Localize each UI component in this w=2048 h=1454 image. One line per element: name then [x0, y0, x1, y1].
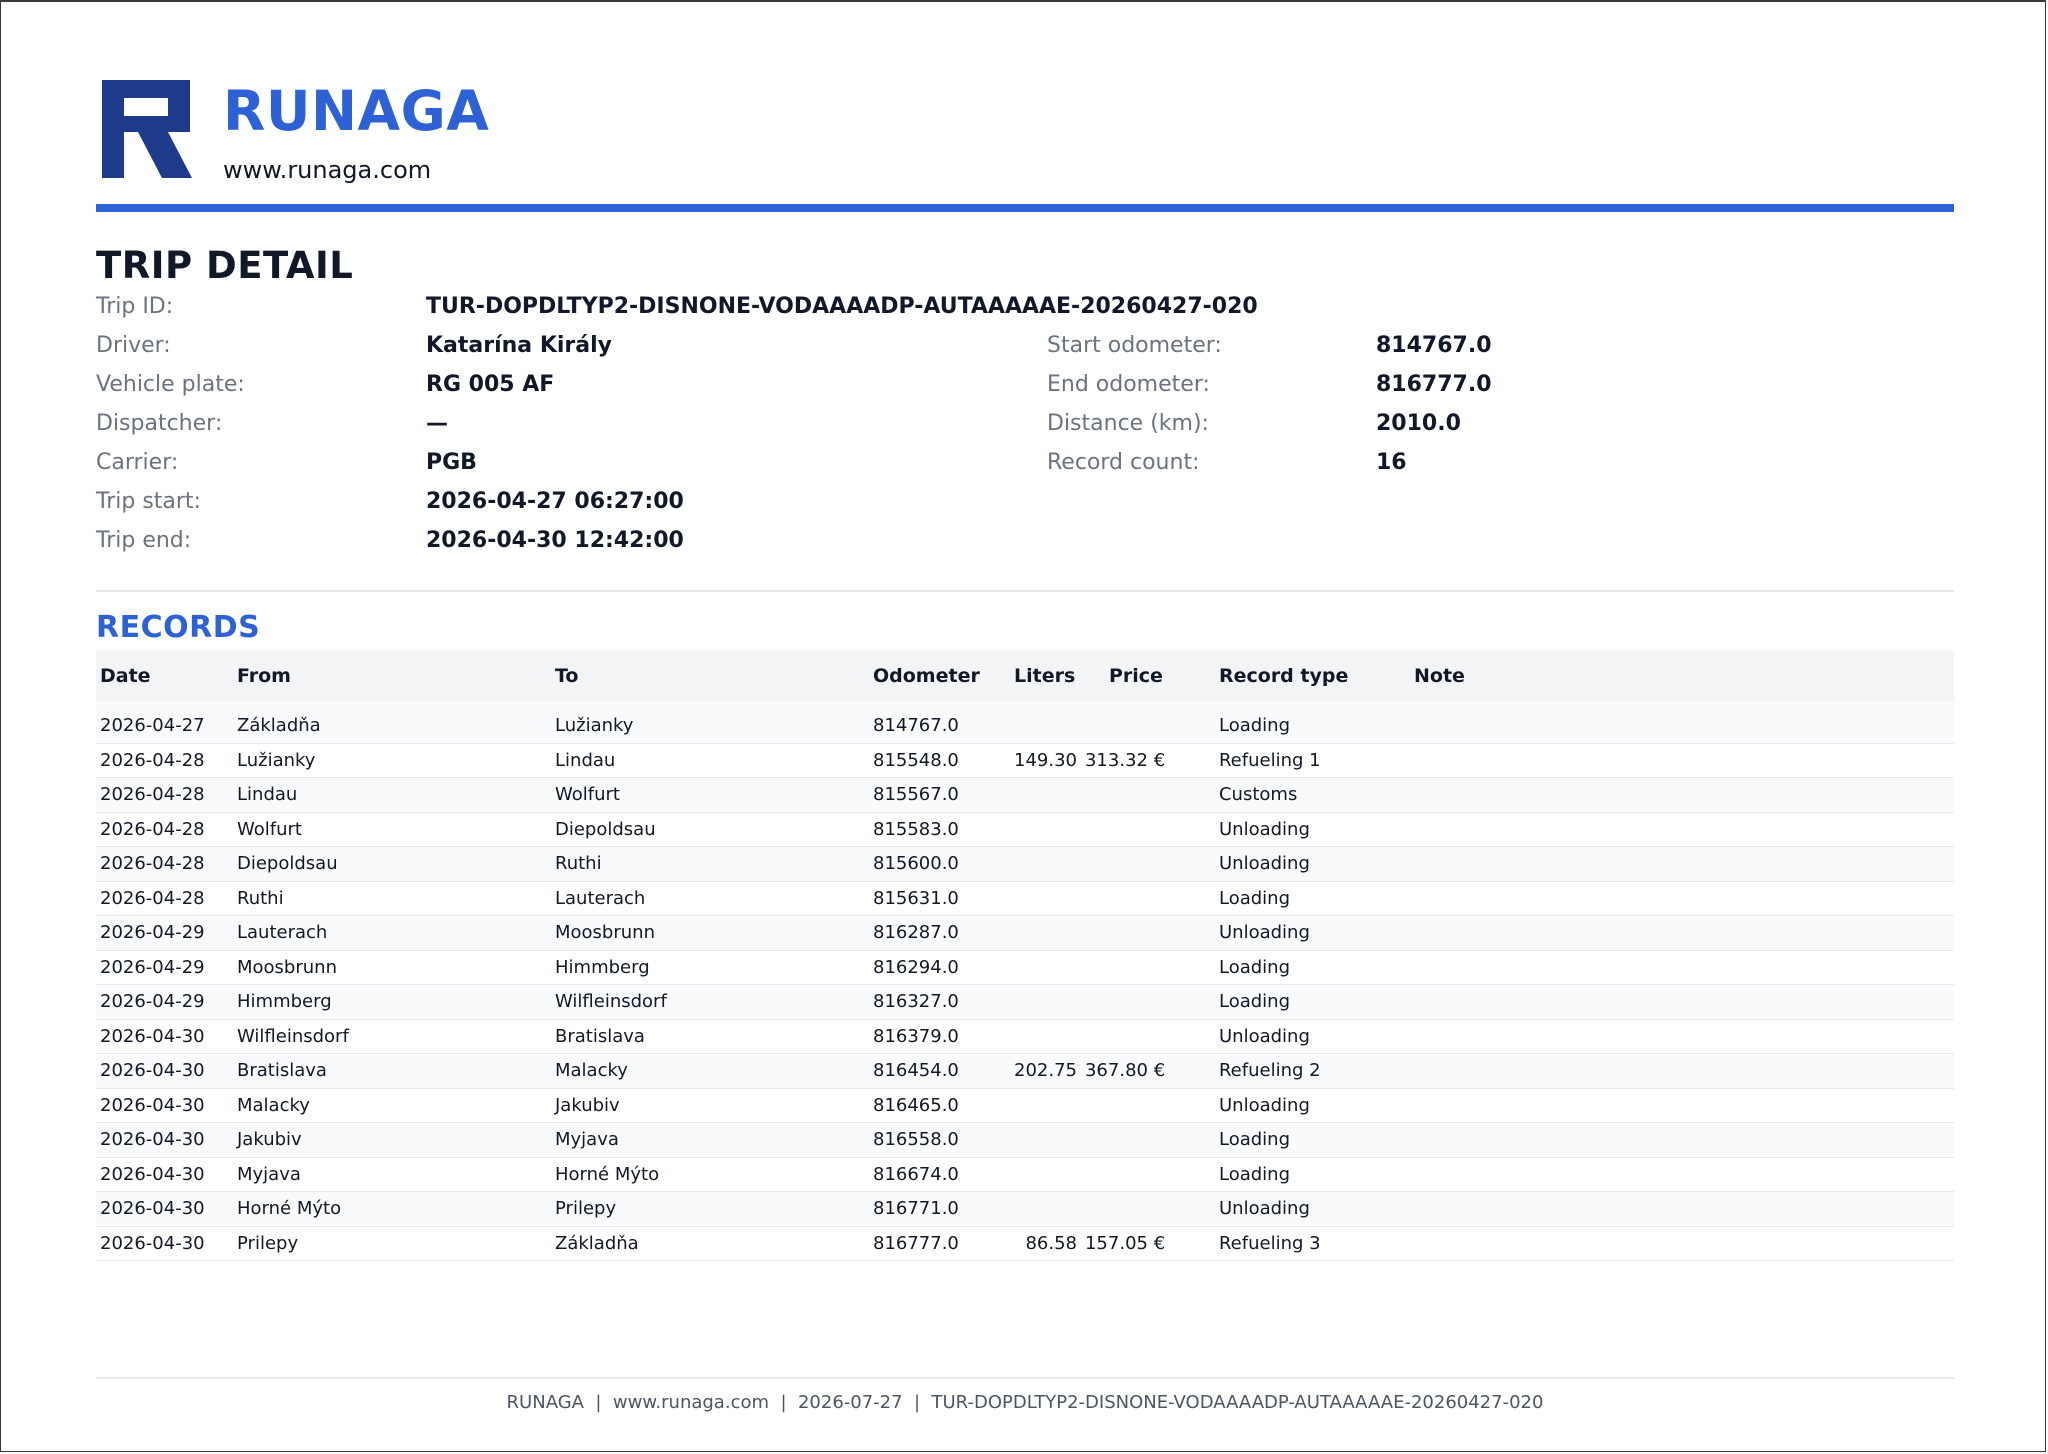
- cell-note: [1410, 847, 1954, 882]
- table-row: [96, 916, 1954, 951]
- end-odometer-value: 816777.0: [1376, 372, 1492, 397]
- distance-value: 2010.0: [1376, 411, 1461, 436]
- cell-date: 2026-04-30: [96, 1054, 233, 1089]
- cell-price: [1081, 847, 1215, 882]
- cell-record-type: Refueling 3: [1215, 1226, 1410, 1261]
- cell-odometer: 816294.0: [869, 950, 1010, 985]
- cell-date: 2026-04-28: [96, 812, 233, 847]
- cell-odometer: 816777.0: [869, 1226, 1010, 1261]
- cell-record-type: Loading: [1215, 701, 1410, 743]
- cell-note: [1410, 1226, 1954, 1261]
- cell-price: 367.80 €: [1081, 1054, 1215, 1089]
- cell-to: Myjava: [551, 1123, 869, 1158]
- cell-note: [1410, 916, 1954, 951]
- letterhead: [96, 76, 1956, 186]
- column-header-note: Note: [1410, 650, 1954, 701]
- cell-record-type: Loading: [1215, 1123, 1410, 1158]
- cell-price: [1081, 1192, 1215, 1227]
- column-header-price: Price: [1081, 650, 1215, 701]
- records-heading: RECORDS: [96, 610, 261, 645]
- runaga-logo: [102, 80, 192, 178]
- driver-value: Katarína Király: [426, 333, 612, 358]
- cell-from: Jakubiv: [233, 1123, 551, 1158]
- cell-to: Bratislava: [551, 1019, 869, 1054]
- trip-id-value: TUR-DOPDLTYP2-DISNONE-VODAAAADP-AUTAAAAAE-20260427-020: [426, 294, 1258, 319]
- cell-record-type: Customs: [1215, 778, 1410, 813]
- trip-end-value: 2026-04-30 12:42:00: [426, 528, 684, 553]
- cell-price: [1081, 1019, 1215, 1054]
- trip-id-label: Trip ID:: [96, 294, 174, 319]
- start-odometer-label: Start odometer:: [1047, 333, 1222, 358]
- distance-label: Distance (km):: [1047, 411, 1209, 436]
- cell-price: [1081, 1157, 1215, 1192]
- cell-record-type: Unloading: [1215, 916, 1410, 951]
- cell-date: 2026-04-28: [96, 881, 233, 916]
- cell-liters: [1010, 950, 1081, 985]
- records-table: [96, 650, 1954, 1261]
- cell-from: Bratislava: [233, 1054, 551, 1089]
- cell-note: [1410, 1157, 1954, 1192]
- cell-record-type: Refueling 2: [1215, 1054, 1410, 1089]
- start-odometer-value: 814767.0: [1376, 333, 1492, 358]
- table-row: [96, 847, 1954, 882]
- table-header-row: [96, 650, 1954, 701]
- cell-odometer: 815548.0: [869, 743, 1010, 778]
- cell-price: 313.32 €: [1081, 743, 1215, 778]
- cell-record-type: Refueling 1: [1215, 743, 1410, 778]
- cell-price: [1081, 916, 1215, 951]
- cell-liters: [1010, 1019, 1081, 1054]
- cell-note: [1410, 1019, 1954, 1054]
- section-divider: [96, 590, 1954, 592]
- cell-date: 2026-04-30: [96, 1157, 233, 1192]
- cell-from: Prilepy: [233, 1226, 551, 1261]
- table-row: [96, 881, 1954, 916]
- cell-date: 2026-04-28: [96, 778, 233, 813]
- cell-from: Lužianky: [233, 743, 551, 778]
- cell-from: Wolfurt: [233, 812, 551, 847]
- cell-to: Moosbrunn: [551, 916, 869, 951]
- cell-from: Himmberg: [233, 985, 551, 1020]
- cell-to: Wilfleinsdorf: [551, 985, 869, 1020]
- cell-record-type: Loading: [1215, 950, 1410, 985]
- cell-from: Wilfleinsdorf: [233, 1019, 551, 1054]
- cell-from: Moosbrunn: [233, 950, 551, 985]
- cell-date: 2026-04-27: [96, 701, 233, 743]
- cell-record-type: Loading: [1215, 881, 1410, 916]
- cell-from: Horné Mýto: [233, 1192, 551, 1227]
- cell-liters: [1010, 778, 1081, 813]
- header-divider: [96, 204, 1954, 212]
- cell-to: Prilepy: [551, 1192, 869, 1227]
- vehicle-plate-value: RG 005 AF: [426, 372, 555, 397]
- carrier-label: Carrier:: [96, 450, 179, 475]
- cell-from: Ruthi: [233, 881, 551, 916]
- cell-record-type: Unloading: [1215, 1192, 1410, 1227]
- brand-url: www.runaga.com: [223, 156, 432, 184]
- record-count-value: 16: [1376, 450, 1407, 475]
- cell-from: Myjava: [233, 1157, 551, 1192]
- cell-record-type: Loading: [1215, 985, 1410, 1020]
- table-row: [96, 1088, 1954, 1123]
- cell-to: Jakubiv: [551, 1088, 869, 1123]
- cell-odometer: 816674.0: [869, 1157, 1010, 1192]
- table-row: [96, 812, 1954, 847]
- footer-divider: [96, 1377, 1954, 1379]
- cell-to: Lindau: [551, 743, 869, 778]
- cell-odometer: 816454.0: [869, 1054, 1010, 1089]
- cell-liters: [1010, 1088, 1081, 1123]
- cell-liters: [1010, 881, 1081, 916]
- column-header-date: Date: [96, 650, 233, 701]
- cell-liters: [1010, 701, 1081, 743]
- cell-to: Himmberg: [551, 950, 869, 985]
- trip-start-value: 2026-04-27 06:27:00: [426, 489, 684, 514]
- cell-date: 2026-04-29: [96, 985, 233, 1020]
- cell-odometer: 816558.0: [869, 1123, 1010, 1158]
- table-row: [96, 985, 1954, 1020]
- cell-record-type: Unloading: [1215, 1088, 1410, 1123]
- column-header-record-type: Record type: [1215, 650, 1410, 701]
- cell-odometer: 816465.0: [869, 1088, 1010, 1123]
- cell-liters: [1010, 1123, 1081, 1158]
- table-row: [96, 1157, 1954, 1192]
- cell-note: [1410, 881, 1954, 916]
- cell-date: 2026-04-29: [96, 916, 233, 951]
- cell-liters: 202.75: [1010, 1054, 1081, 1089]
- cell-note: [1410, 1054, 1954, 1089]
- cell-from: Základňa: [233, 701, 551, 743]
- table-row: [96, 778, 1954, 813]
- column-header-from: From: [233, 650, 551, 701]
- cell-from: Diepoldsau: [233, 847, 551, 882]
- cell-odometer: 816287.0: [869, 916, 1010, 951]
- cell-date: 2026-04-28: [96, 847, 233, 882]
- dispatcher-value: —: [426, 411, 448, 436]
- cell-note: [1410, 985, 1954, 1020]
- cell-liters: 86.58: [1010, 1226, 1081, 1261]
- cell-date: 2026-04-30: [96, 1226, 233, 1261]
- cell-price: [1081, 812, 1215, 847]
- cell-price: [1081, 881, 1215, 916]
- cell-note: [1410, 743, 1954, 778]
- cell-to: Horné Mýto: [551, 1157, 869, 1192]
- cell-from: Lauterach: [233, 916, 551, 951]
- cell-price: [1081, 1123, 1215, 1158]
- end-odometer-label: End odometer:: [1047, 372, 1210, 397]
- cell-note: [1410, 1123, 1954, 1158]
- table-row: [96, 1123, 1954, 1158]
- column-header-liters: Liters: [1010, 650, 1081, 701]
- cell-date: 2026-04-30: [96, 1192, 233, 1227]
- table-row: [96, 1019, 1954, 1054]
- cell-note: [1410, 778, 1954, 813]
- cell-to: Základňa: [551, 1226, 869, 1261]
- cell-date: 2026-04-29: [96, 950, 233, 985]
- cell-liters: [1010, 985, 1081, 1020]
- cell-liters: [1010, 812, 1081, 847]
- cell-record-type: Unloading: [1215, 812, 1410, 847]
- cell-odometer: 815583.0: [869, 812, 1010, 847]
- record-count-label: Record count:: [1047, 450, 1200, 475]
- cell-note: [1410, 950, 1954, 985]
- cell-to: Lužianky: [551, 701, 869, 743]
- cell-liters: [1010, 916, 1081, 951]
- cell-price: [1081, 1088, 1215, 1123]
- cell-to: Ruthi: [551, 847, 869, 882]
- cell-liters: [1010, 1157, 1081, 1192]
- cell-to: Wolfurt: [551, 778, 869, 813]
- cell-liters: [1010, 1192, 1081, 1227]
- cell-to: Malacky: [551, 1054, 869, 1089]
- trip-end-label: Trip end:: [96, 528, 192, 553]
- cell-record-type: Loading: [1215, 1157, 1410, 1192]
- cell-odometer: 816327.0: [869, 985, 1010, 1020]
- cell-from: Lindau: [233, 778, 551, 813]
- column-header-to: To: [551, 650, 869, 701]
- table-row: [96, 950, 1954, 985]
- cell-odometer: 816771.0: [869, 1192, 1010, 1227]
- cell-price: [1081, 701, 1215, 743]
- page-footer: RUNAGA | www.runaga.com | 2026-07-27 | TUR-DOPDLTYP2-DISNONE-VODAAAADP-AUTAAAAAE-20260427-020: [506, 1392, 1544, 1413]
- cell-date: 2026-04-30: [96, 1088, 233, 1123]
- cell-liters: [1010, 847, 1081, 882]
- cell-date: 2026-04-30: [96, 1019, 233, 1054]
- cell-price: [1081, 778, 1215, 813]
- cell-odometer: 815567.0: [869, 778, 1010, 813]
- table-row: [96, 701, 1954, 743]
- brand-name: RUNAGA: [223, 79, 490, 143]
- cell-note: [1410, 701, 1954, 743]
- cell-to: Lauterach: [551, 881, 869, 916]
- cell-to: Diepoldsau: [551, 812, 869, 847]
- cell-record-type: Unloading: [1215, 1019, 1410, 1054]
- cell-date: 2026-04-28: [96, 743, 233, 778]
- cell-note: [1410, 812, 1954, 847]
- dispatcher-label: Dispatcher:: [96, 411, 223, 436]
- driver-label: Driver:: [96, 333, 171, 358]
- table-row: [96, 1192, 1954, 1227]
- table-row: [96, 1226, 1954, 1261]
- cell-note: [1410, 1088, 1954, 1123]
- cell-date: 2026-04-30: [96, 1123, 233, 1158]
- table-row: [96, 743, 1954, 778]
- cell-record-type: Unloading: [1215, 847, 1410, 882]
- cell-note: [1410, 1192, 1954, 1227]
- cell-odometer: 815600.0: [869, 847, 1010, 882]
- cell-from: Malacky: [233, 1088, 551, 1123]
- page-title: TRIP DETAIL: [96, 244, 354, 287]
- vehicle-plate-label: Vehicle plate:: [96, 372, 245, 397]
- cell-price: [1081, 985, 1215, 1020]
- table-row: [96, 1054, 1954, 1089]
- column-header-odometer: Odometer: [869, 650, 1010, 701]
- cell-liters: 149.30: [1010, 743, 1081, 778]
- cell-price: 157.05 €: [1081, 1226, 1215, 1261]
- cell-odometer: 814767.0: [869, 701, 1010, 743]
- carrier-value: PGB: [426, 450, 477, 475]
- trip-start-label: Trip start:: [96, 489, 201, 514]
- cell-odometer: 815631.0: [869, 881, 1010, 916]
- cell-odometer: 816379.0: [869, 1019, 1010, 1054]
- records-table-body: [96, 701, 1954, 1261]
- cell-price: [1081, 950, 1215, 985]
